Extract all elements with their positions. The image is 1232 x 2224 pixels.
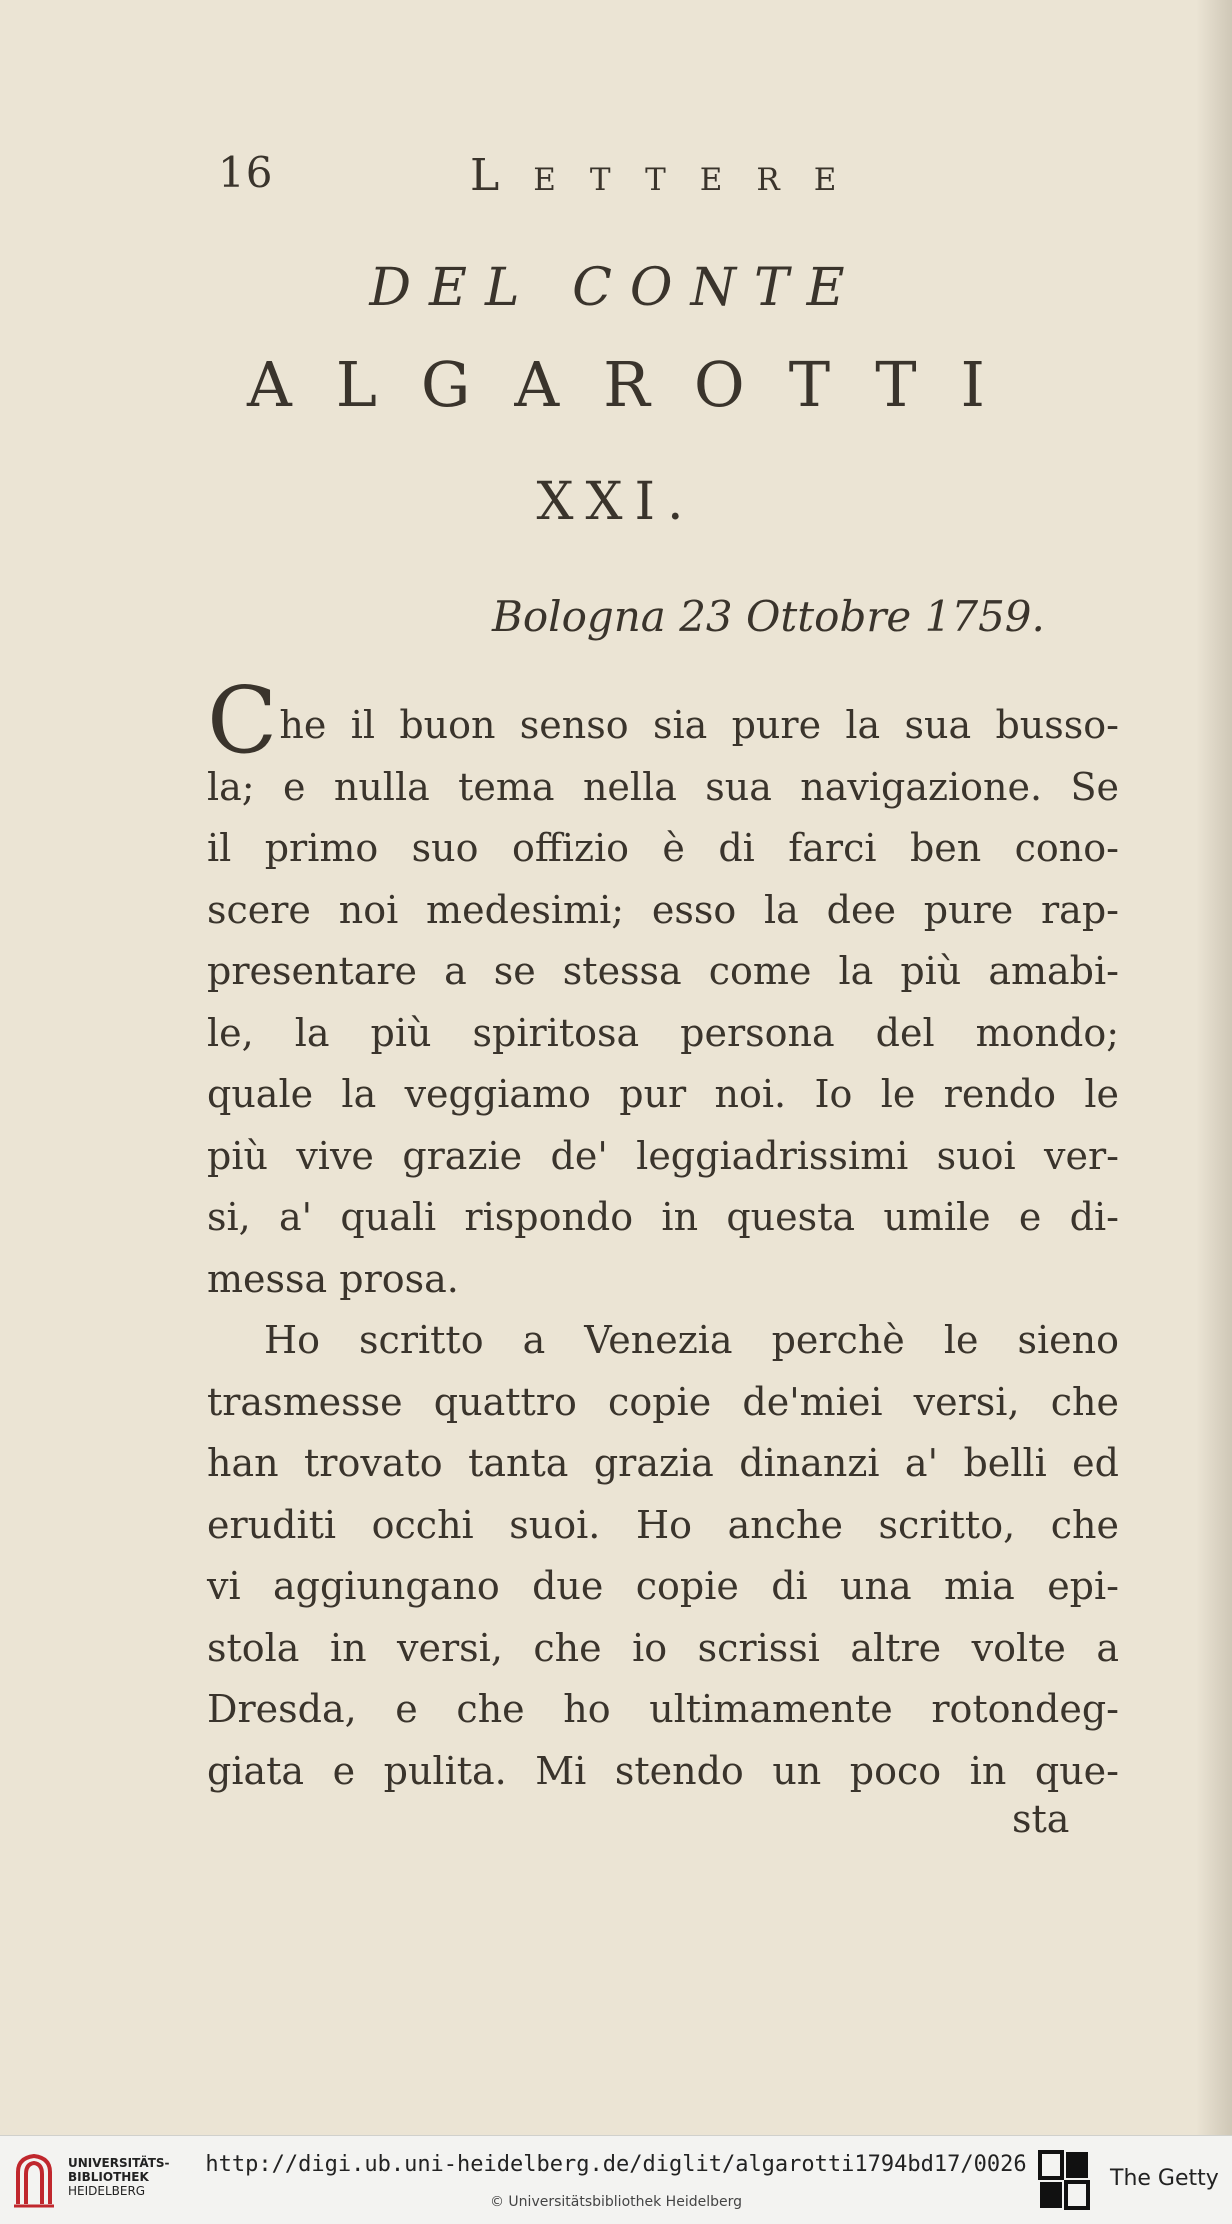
body-line: si, a' quali rispondo in questa umile e di- [207,1195,1119,1239]
copyright-notice: © Universitätsbibliothek Heidelberg [489,2194,742,2210]
body-line: stola in versi, che io scrissi altre volte a [207,1625,1119,1670]
body-line: han trovato tanta grazia dinanzi a' belli ed [207,1441,1119,1485]
body-line: giata e pulita. Mi stendo un poco in que- [207,1748,1119,1793]
footer-bar [0,2135,1232,2224]
body-line: vi aggiungano due copie di una mia epi- [207,1564,1119,1608]
body-line: il primo suo offizio è di farci ben cono- [207,826,1119,870]
page-number: 16 [218,148,274,197]
letter-body [207,667,1119,1802]
body-line: trasmesse quattro copie de'miei versi, che [207,1379,1119,1424]
running-title: Lettere [470,150,871,201]
body-line [207,667,1119,774]
drop-cap: C [207,667,278,774]
body-line: messa prosa. [207,1256,459,1301]
letter-date: Bologna 23 Ottobre 1759. [492,592,1045,641]
library-name-line: BIBLIOTHEK [68,2170,149,2184]
body-line: le, la più spiritosa persona del mondo; [207,1010,1119,1055]
title-author: ALGAROTTI [246,348,1030,421]
body-line: più vive grazie de' leggiadrissimi suoi ver- [207,1133,1119,1178]
library-name-line: HEIDELBERG [68,2184,146,2198]
body-line: eruditi occhi suoi. Ho anche scritto, che [207,1502,1119,1547]
permalink-url[interactable]: http://digi.ub.uni-heidelberg.de/diglit/algarotti1794bd17/0026 [205,2152,1027,2177]
body-line: quale la veggiamo pur noi. Io le rendo le [207,1072,1119,1116]
body-line: scere noi medesimi; esso la dee pure rap- [207,887,1119,932]
body-line: Ho scritto a Venezia perchè le sieno [264,1318,1119,1362]
title-line-1: DEL CONTE [369,258,863,318]
letter-number: XXI. [536,472,696,532]
catchword: sta [1012,1797,1070,1841]
body-line: presentare a se stessa come la più amabi- [207,949,1119,993]
body-line: Dresda, e che ho ultimamente rotondeg- [207,1687,1119,1731]
library-name-line: UNIVERSITÄTS- [68,2156,170,2170]
body-line: la; e nulla tema nella sua navigazione. Se [207,764,1119,809]
getty-logo-icon [1038,2150,1090,2210]
body-line-text: he il buon senso sia pure la sua busso- [279,703,1119,747]
partner-name: The Getty [1110,2166,1219,2191]
